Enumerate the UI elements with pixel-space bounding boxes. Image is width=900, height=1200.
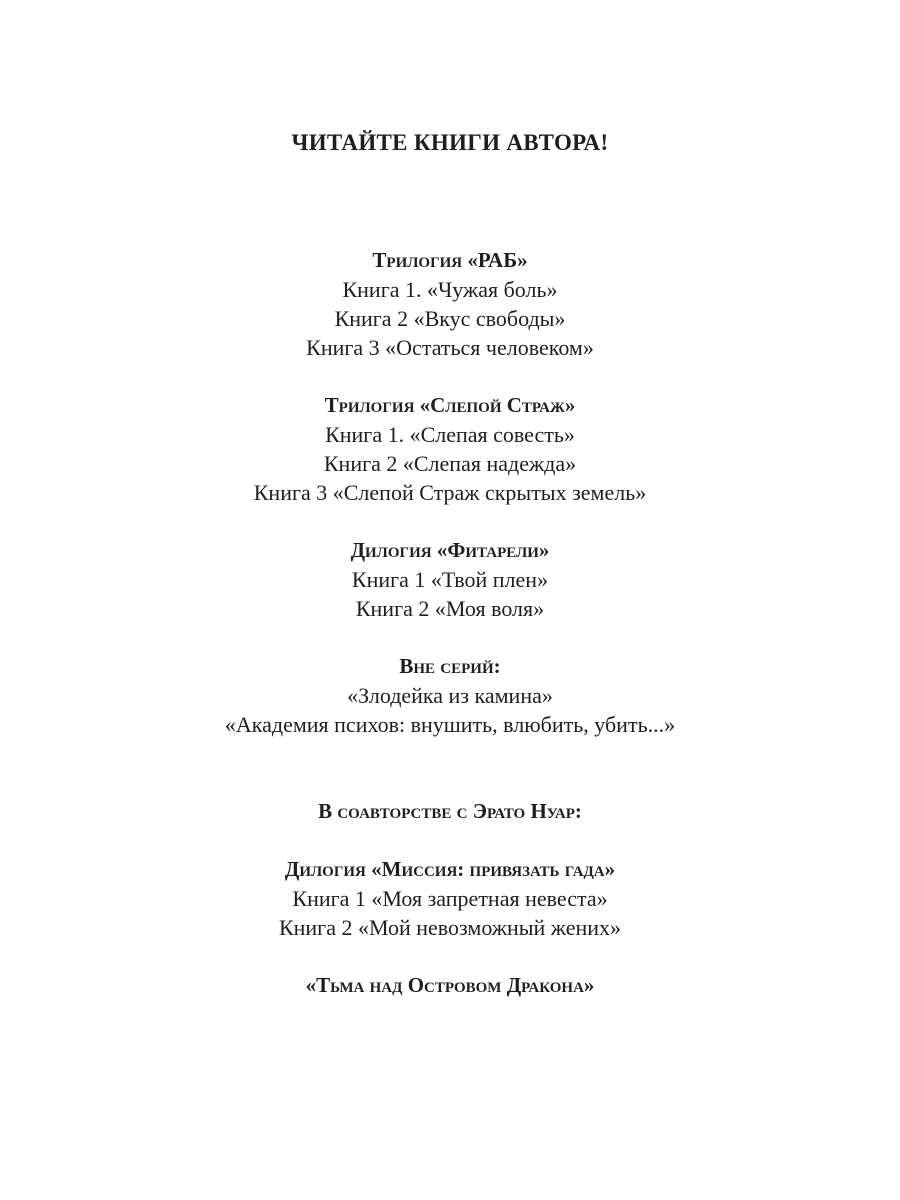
book-item: Книга 2 «Мой невозможный жених» xyxy=(278,915,622,940)
standalone-books xyxy=(0,652,900,739)
book-item: Книга 2 «Моя воля» xyxy=(355,596,545,621)
series-heading: Вне серий: xyxy=(399,654,501,678)
book-item: Книга 1 «Твой плен» xyxy=(351,567,549,592)
series-fitareli xyxy=(0,536,900,623)
coauthor-standalone xyxy=(0,971,900,1000)
series-heading: Трилогия «Слепой Страж» xyxy=(324,393,576,417)
book-item: Книга 1. «Слепая совесть» xyxy=(325,422,575,447)
series-rab xyxy=(0,246,900,362)
book-item: Книга 2 «Вкус свободы» xyxy=(334,306,566,331)
book-item: «Злодейка из камина» xyxy=(347,683,553,708)
book-item: «Академия психов: внушить, влюбить, убить...» xyxy=(224,712,676,737)
series-mission xyxy=(0,855,900,942)
book-list xyxy=(0,246,900,1029)
page-title: ЧИТАЙТЕ КНИГИ АВТОРА! xyxy=(291,130,609,155)
book-item: Книга 1. «Чужая боль» xyxy=(342,277,558,302)
book-item: Книга 3 «Слепой Страж скрытых земель» xyxy=(253,480,647,505)
series-blind-guardian xyxy=(0,391,900,507)
book-item: Книга 1 «Моя запретная невеста» xyxy=(292,886,608,911)
series-heading: Дилогия «Миссия: привязать гада» xyxy=(284,857,616,881)
series-heading: Трилогия «РАБ» xyxy=(372,248,528,272)
book-item: Книга 3 «Остаться человеком» xyxy=(306,335,594,360)
series-heading: Дилогия «Фитарели» xyxy=(350,538,550,562)
coauthor-heading-block xyxy=(0,797,900,826)
standalone-title: «Тьма над Островом Дракона» xyxy=(305,973,595,997)
coauthor-heading: В соавторстве с Эрато Нуар: xyxy=(318,799,582,823)
book-item: Книга 2 «Слепая надежда» xyxy=(323,451,577,476)
